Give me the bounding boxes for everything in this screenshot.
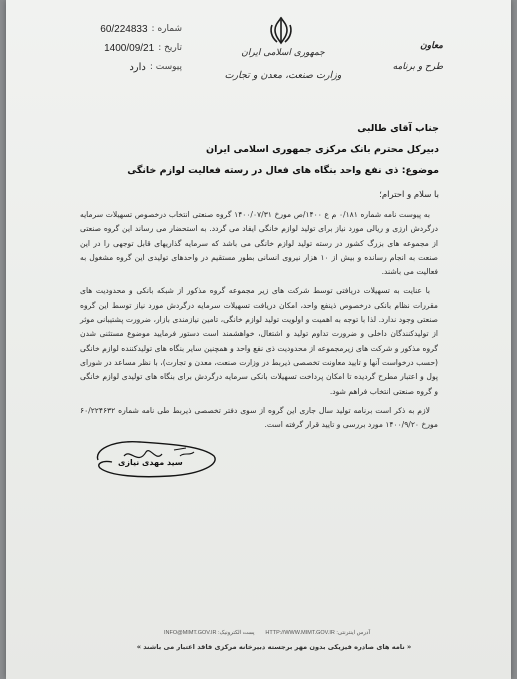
footer-email-group xyxy=(164,630,255,636)
letter-meta xyxy=(62,20,182,77)
footer-validity-note: « نامه های صادره فیزیکی بدون مهر برجسته دبیرخانه مرکزی فاقد اعتبار می باشند » xyxy=(136,643,412,651)
letter-number-value: 60/224833 xyxy=(100,24,148,35)
footer-website-label: :آدرس اینترنتی xyxy=(336,630,370,636)
recipient-block xyxy=(49,118,439,181)
greeting: با سلام و احترام؛ xyxy=(379,190,439,200)
letter-date-value: 1400/09/21 xyxy=(104,43,155,54)
recipient-salutation: جناب آقای طالبی xyxy=(357,123,439,134)
letter-number-row xyxy=(62,20,182,39)
deputy-line-2: طرح و برنامه xyxy=(392,62,443,72)
signatory-name: سید مهدی نیازی xyxy=(118,458,183,467)
letter-footer-contacts xyxy=(164,630,370,636)
footer-email-label: :پست الکترونیک xyxy=(217,630,255,636)
footer-email: INFO@MIMT.GOV.IR xyxy=(164,630,217,636)
ministry-heading xyxy=(218,47,348,83)
body-paragraph-2: با عنایت به تسهیلات دریافتی توسط شرکت های زیر مجموعه گروه مذکور از شبکه بانکی و محدودیت های مقررات نظام بانکی درخصوص ذینفع واحد، امکان دریافت تسهیلات سرمایه درگردش مورد نیاز توسط این گروه صنعتی وجود ندارد. لذا با توجه به اهمیت و اولویت تولید لوازم خانگی، تامین نیازمندی بازار، ضرورت پشتیبانی موثر از تولیدکنندگان داخلی و ضرورت تداوم تولید و اشتغال، خواهشمند است دستور فرمایید موضوع مستثنی شدن گروه مذکور و شرکت های زیرمجموعه از محدودیت ذی نفع واحد و همچنین سایر بنگاه های تولیدکننده لوازم خانگی (حسب درخواست آنها و تایید معاونت تخصصی ذیربط در وزارت صنعت، معدن و تجارت)، با نظر مساعد در شورای پول و اعتبار مطرح گردیده تا امکان پرداخت تسهیلات بانکی سرمایه درگردش برای بنگاه های تولیدی لوازم خانگی و گروه صنعتی انتخاب فراهم شود. xyxy=(80,286,438,396)
footer-website-group xyxy=(265,630,370,636)
deputy-line-1: معاون xyxy=(420,41,443,51)
footer-website: HTTP://WWW.MIMT.GOV.IR xyxy=(265,630,335,636)
letter-attachment-label: پیوست : xyxy=(149,62,182,72)
letter-attachment-value: دارد xyxy=(129,62,146,73)
letter-date-label: تاریخ : xyxy=(158,43,182,53)
body-paragraph-3: لازم به ذکر است برنامه تولید سال جاری این گروه از سوی دفتر تخصصی ذیربط طی نامه شماره ۶۰/۲۲۴۶۳۲ مورخ ۱۴۰۰/۹/۲۰ مورد بررسی و تایید قرار گرفته است. xyxy=(80,405,438,430)
recipient-position: دبیرکل محترم بانک مرکزی جمهوری اسلامی ایران xyxy=(206,144,439,155)
letter-date-row xyxy=(62,39,182,58)
ministry-line-1: جمهوری اسلامی ایران xyxy=(241,48,325,58)
letter-attachment-row xyxy=(62,58,182,77)
letter-subject: موضوع: ذی نفع واحد بنگاه های فعال در رسته فعالیت لوازم خانگی xyxy=(127,165,439,176)
letter-sheet xyxy=(6,0,511,679)
letter-body xyxy=(80,208,438,437)
ministry-line-2: وزارت صنعت، معدن و تجارت xyxy=(224,70,342,81)
deputy-title xyxy=(393,40,443,74)
letter-number-label: شماره : xyxy=(151,24,182,34)
iran-emblem-icon xyxy=(268,16,294,46)
body-paragraph-1: به پیوست نامه شماره ۰/۱۸۱ م ع ۱۴۰۰/ص مورخ ۱۴۰۰/۰۷/۳۱ گروه صنعتی انتخاب درخصوص تسهیلات سرمایه درگردش ارزی و ریالی مورد نیاز برای تولید لوازم خانگی ایفاد می گردد. به استحضار می رساند این گروه صنعتی از مجموعه های بزرگ کشور در رسته تولید لوازم خانگی می باشد که سرمایه گذاریهای قابل توجهی را در این صنعت به انجام رسانده و بیش از ۱۰ هزار نیروی انسانی بطور مستقیم در واحدهای تولیدی این گروه مشغول به فعالیت می باشند. xyxy=(80,210,438,277)
